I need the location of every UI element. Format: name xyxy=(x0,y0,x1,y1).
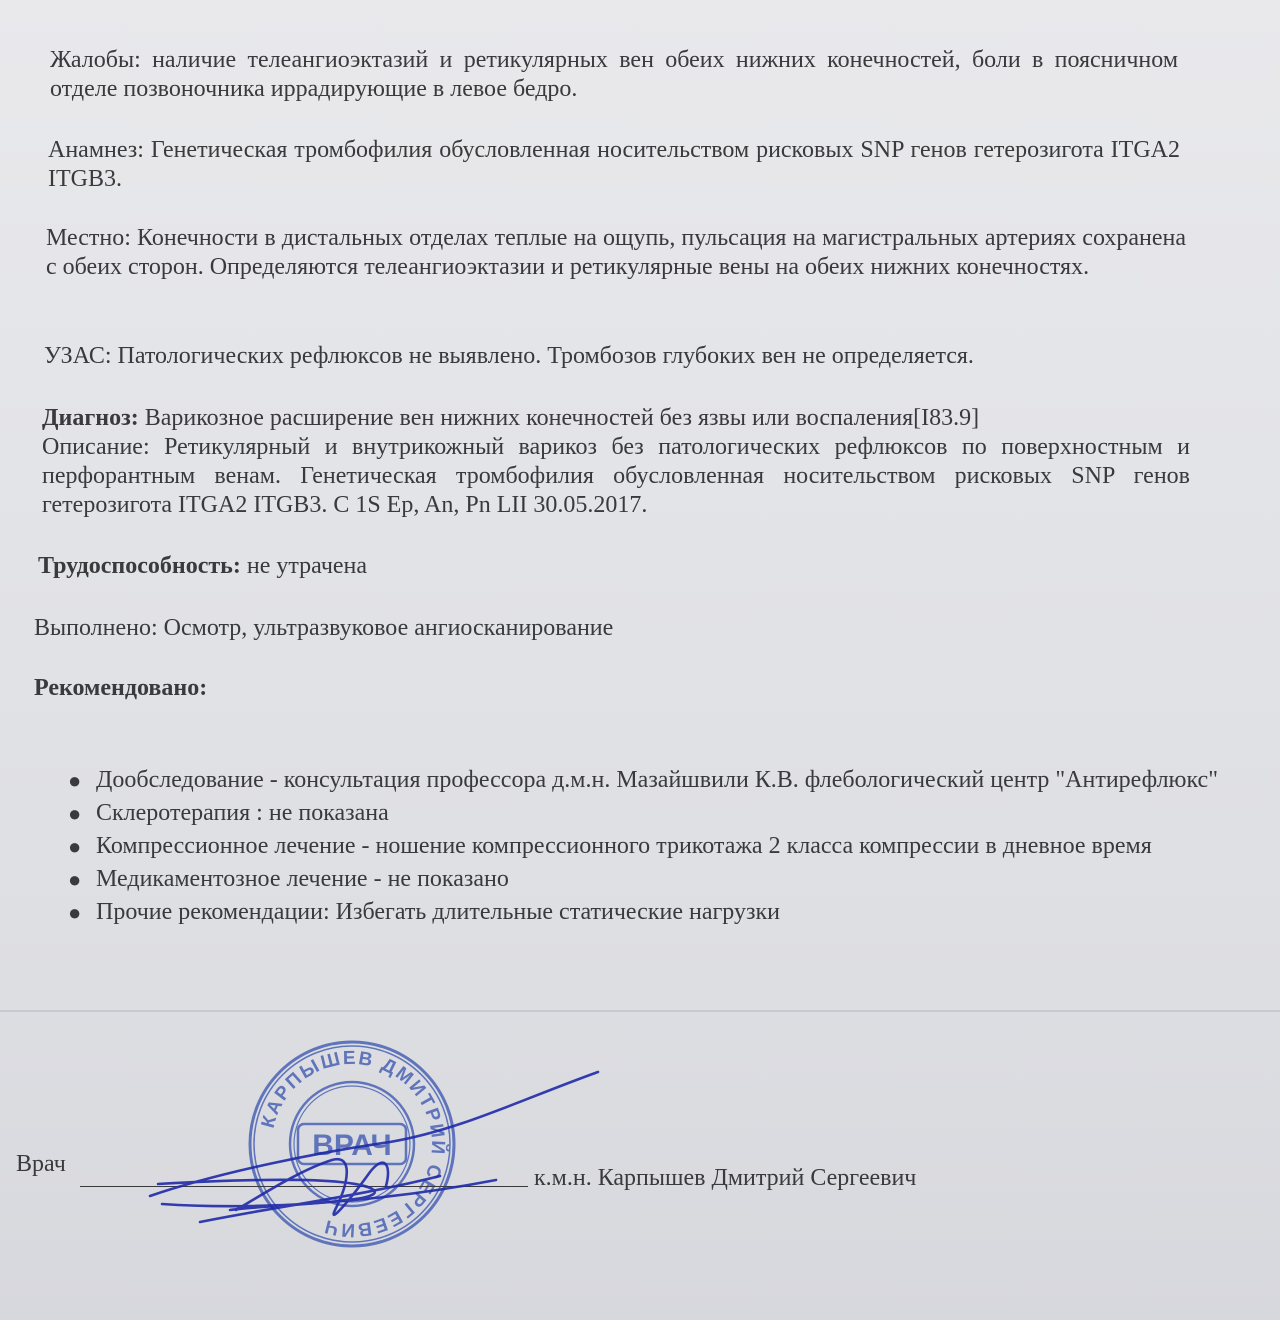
recommendation-text: Компрессионное лечение - ношение компрессионного трикотажа 2 класса компрессии в дневное время xyxy=(96,833,1152,859)
list-item xyxy=(68,864,1246,895)
diagnosis-text: Варикозное расширение вен нижних конечностей без язвы или воспаления[I83.9] xyxy=(144,405,980,431)
list-item xyxy=(68,831,1246,862)
anamnesis-label: Анамнез: xyxy=(48,137,144,163)
recommendation-text: Прочие рекомендации: Избегать длительные статические нагрузки xyxy=(96,899,780,925)
handwritten-signature xyxy=(140,1060,620,1250)
complaints-text: наличие телеангиоэктазий и ретикулярных вен обеих нижних конечностей, боли в поясничном отделе позвоночника иррадирующие в левое бедро. xyxy=(50,47,1179,102)
recommendation-text: Склеротерапия : не показана xyxy=(96,800,389,826)
complaints-paragraph xyxy=(50,46,1178,104)
list-item xyxy=(68,897,1246,928)
description-label: Описание: xyxy=(42,434,150,460)
description-text: Ретикулярный и внутрикожный варикоз без патологических рефлюксов по поверхностным и перфорантным венам. Генетическая тромбофилия обусловленная носительством рисковых SNP генов гетерозигота ITGA2 ITGB3. C 1S Ep, An, Pn LII 30.05.2017. xyxy=(42,434,1190,518)
recommendation-text: Дообследование - консультация профессора д.м.н. Мазайшвили К.В. флебологический центр "Антирефлюкс" xyxy=(96,767,1218,793)
stamp-center-text: ВРАЧ xyxy=(312,1129,392,1162)
local-label: Местно: xyxy=(46,225,131,251)
performed-value: Осмотр, ультразвуковое ангиосканирование xyxy=(163,615,614,641)
anamnesis-text: Генетическая тромбофилия обусловленная носительством рисковых SNP генов гетерозигота ITGA2 ITGB3. xyxy=(48,137,1180,192)
performed-line xyxy=(34,614,613,643)
stamp-ring-text: КАРПЫШЕВ ДМИТРИЙ СЕРГЕЕВИЧ xyxy=(257,1047,449,1241)
diagnosis-label: Диагноз: xyxy=(42,405,139,431)
anamnesis-paragraph xyxy=(48,136,1180,194)
recommendations-list xyxy=(52,765,1246,930)
bullet-icon: ● xyxy=(68,900,82,925)
ultrasound-paragraph xyxy=(44,342,1144,371)
list-item xyxy=(68,798,1246,829)
recommendation-text: Медикаментозное лечение - не показано xyxy=(96,866,509,892)
list-item xyxy=(68,765,1246,796)
doctor-name: к.м.н. Карпышев Дмитрий Сергеевич xyxy=(534,1165,917,1191)
bullet-icon: ● xyxy=(68,867,82,892)
performed-label: Выполнено: xyxy=(34,615,158,641)
bullet-icon: ● xyxy=(68,801,82,826)
bullet-icon: ● xyxy=(68,768,82,793)
work-capacity-value: не утрачена xyxy=(246,553,368,579)
paper-fold xyxy=(0,1010,1280,1012)
ultrasound-text: Патологических рефлюксов не выявлено. Тромбозов глубоких вен не определяется. xyxy=(117,343,974,369)
recommended-heading: Рекомендовано: xyxy=(34,675,208,701)
local-text: Конечности в дистальных отделах теплые на ощупь, пульсация на магистральных артериях сохранена с обеих сторон. Определяются телеангиоэктазии и ретикулярные вены на обеих нижних конечностях. xyxy=(46,225,1186,280)
work-capacity-label: Трудоспособность: xyxy=(38,553,241,579)
work-capacity-line xyxy=(38,552,367,581)
ultrasound-label: УЗАС: xyxy=(44,343,112,369)
signature-role-label: Врач xyxy=(16,1151,66,1177)
complaints-label: Жалобы: xyxy=(50,47,141,73)
diagnosis-paragraph xyxy=(42,404,1190,520)
local-status-paragraph xyxy=(46,224,1186,282)
bullet-icon: ● xyxy=(68,834,82,859)
